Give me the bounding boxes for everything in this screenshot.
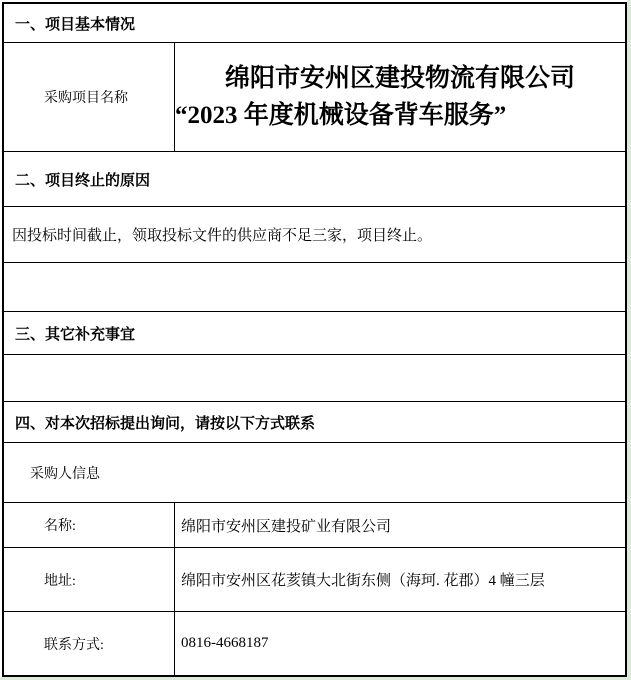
project-name-label: 采购项目名称 [4, 43, 175, 151]
empty-row-1 [4, 263, 625, 312]
project-name-line2: “2023 年度机械设备背车服务” [175, 102, 507, 129]
contact-row-phone [4, 612, 625, 675]
announcement-table [2, 2, 627, 677]
contact-name-label: 名称: [4, 503, 175, 547]
contact-address-value: 绵阳市安州区花荄镇大北街东侧（海珂. 花郡）4 幢三层 [181, 573, 545, 589]
project-name-line1: 绵阳市安州区建投物流有限公司 [225, 65, 576, 92]
section3-heading: 三、其它补充事宜 [4, 312, 625, 355]
contact-row-address [4, 548, 625, 612]
contact-address-label: 地址: [4, 548, 175, 611]
termination-reason-text: 因投标时间截止，领取投标文件的供应商不足三家，项目终止。 [4, 207, 625, 263]
section2-heading: 二、项目终止的原因 [4, 152, 625, 207]
section4-heading: 四、对本次招标提出询问，请按以下方式联系 [4, 402, 625, 443]
project-name-value [175, 43, 625, 151]
contact-name-value: 绵阳市安州区建投矿业有限公司 [181, 518, 392, 535]
contact-phone-label: 联系方式: [4, 612, 175, 675]
supplementary-content [4, 355, 625, 402]
contact-phone-value: 0816-4668187 [181, 635, 269, 651]
contact-row-name [4, 503, 625, 548]
section1-heading: 一、项目基本情况 [4, 4, 625, 43]
purchaser-info-label: 采购人信息 [4, 443, 625, 503]
project-name-row [4, 43, 625, 152]
